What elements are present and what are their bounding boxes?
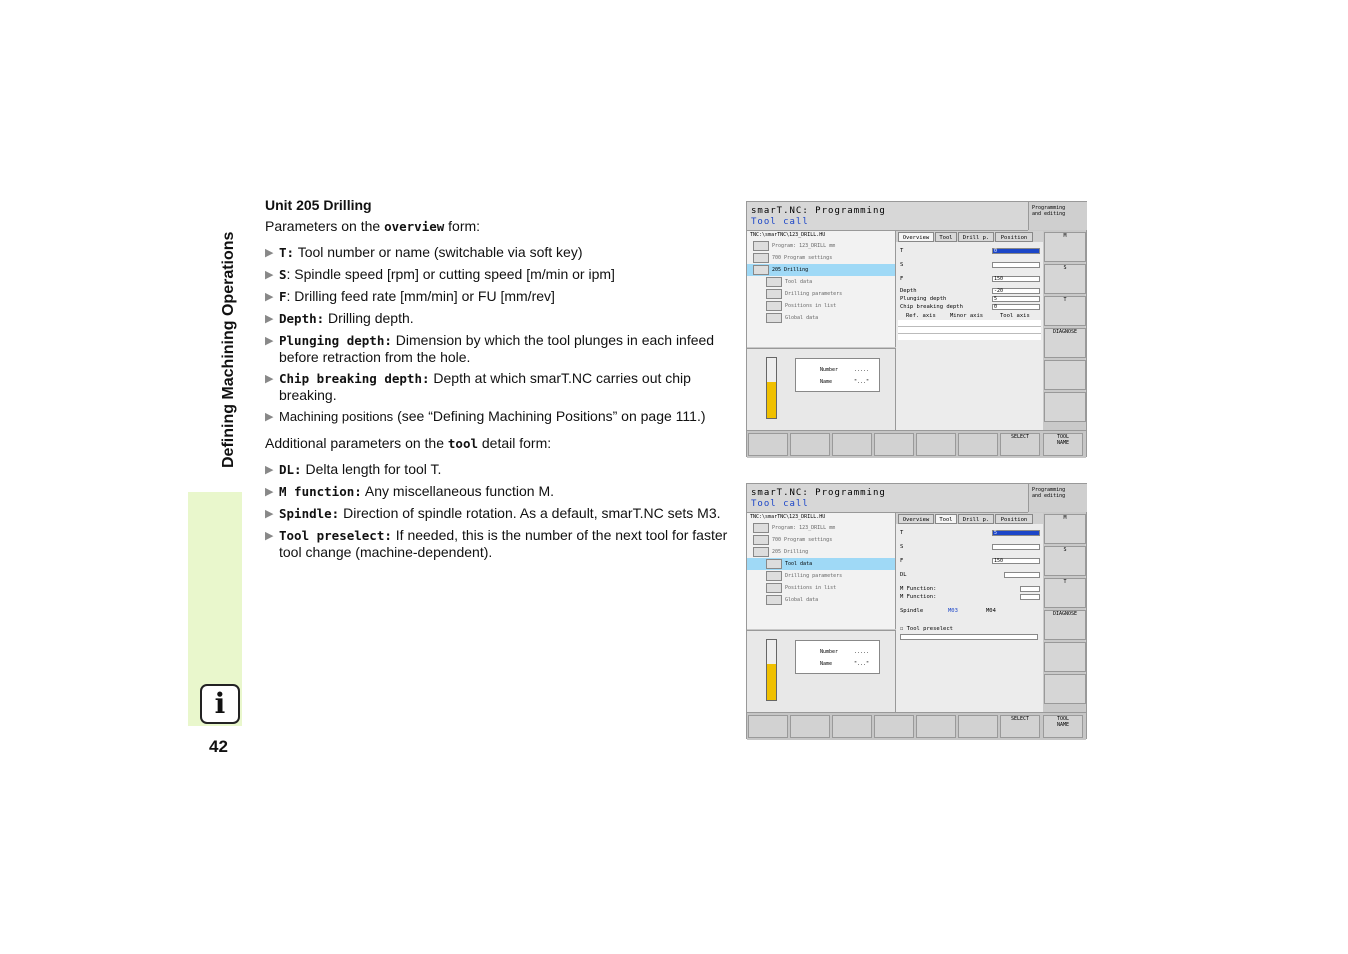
tree-label: 700 Program settings [772, 255, 833, 261]
spindle-label: Spindle [900, 608, 924, 614]
tree-label: Program: 123_DRILL mm [772, 243, 836, 249]
tree-item[interactable] [747, 264, 895, 276]
softkey-label: M [1063, 515, 1067, 521]
param-text: : Spindle speed [rpm] or cutting speed [m/min or ipm] [286, 266, 615, 282]
settings-icon [753, 253, 769, 263]
info-value: ..... [854, 649, 870, 655]
info-value: ..... [854, 367, 870, 373]
positions-icon [766, 583, 782, 593]
parameter-form [896, 231, 1043, 430]
param-list [265, 244, 730, 425]
softkey-label: T [1063, 579, 1067, 585]
tab-position[interactable]: Position [995, 514, 1033, 524]
main-text [265, 197, 730, 570]
tool-info-box [795, 640, 880, 674]
positions-text: (see “Defining Machining Positions” on page 111.) [393, 408, 706, 424]
m-function-field[interactable] [1020, 594, 1040, 600]
param-code: Plunging depth: [279, 333, 392, 348]
info-value: "..." [854, 661, 870, 667]
field-label: T [900, 248, 904, 254]
list-item [265, 310, 730, 327]
softkey-t[interactable] [1044, 296, 1086, 326]
param-text: : Drilling feed rate [mm/min] or FU [mm/rev] [286, 288, 555, 304]
tool-preview [747, 630, 896, 713]
axis-header: Ref. axis [906, 313, 936, 319]
softkey-label: S [1063, 547, 1067, 553]
param-text: Direction of spindle rotation. As a default, smarT.NC sets M3. [339, 505, 721, 521]
softkey-empty[interactable] [1044, 642, 1086, 672]
tree-label: Positions in list [785, 303, 837, 309]
param-text: Tool number or name (switchable via soft key) [294, 244, 583, 260]
axis-header: Tool axis [1000, 313, 1030, 319]
tab-overview[interactable]: Overview [898, 514, 934, 524]
bar-key[interactable] [874, 715, 914, 738]
tree-path: TNC:\smarTNC\123_DRILL.HU [750, 514, 826, 520]
tool-label: TOOL [1056, 434, 1070, 440]
list-item [265, 505, 730, 522]
info-label: Name [820, 379, 833, 385]
bullet-arrow-icon: ▶ [265, 291, 274, 303]
chip-breaking-field[interactable]: 0 [992, 304, 1040, 310]
bar-key[interactable] [874, 433, 914, 456]
softkey-s[interactable] [1044, 546, 1086, 576]
info-value: "..." [854, 379, 870, 385]
tool-info-box [795, 358, 880, 392]
softkey-m[interactable] [1044, 232, 1086, 262]
axis-grid [898, 320, 1041, 340]
mode-line: Programming [1032, 487, 1066, 493]
bullet-arrow-icon: ▶ [265, 373, 274, 385]
param-code: S [279, 267, 287, 282]
globe-icon [766, 313, 782, 323]
select-label: SELECT [1010, 434, 1030, 440]
f-field[interactable]: 150 [992, 276, 1040, 282]
tree-item[interactable] [747, 546, 895, 558]
intro-pre: Parameters on the [265, 218, 385, 234]
param-code: Spindle: [279, 506, 340, 521]
tree-label: Tool data [785, 561, 813, 567]
bar-key[interactable] [748, 433, 788, 456]
t-field[interactable]: 0 [992, 248, 1040, 254]
drill-icon [766, 639, 777, 701]
bullet-arrow-icon: ▶ [265, 269, 274, 281]
bullet-arrow-icon: ▶ [265, 508, 274, 520]
softkey-label: T [1063, 297, 1067, 303]
intro-code: overview [384, 219, 445, 234]
form-tabs [896, 513, 1043, 524]
field-label: M Function: [900, 586, 937, 592]
info-label: Name [820, 661, 833, 667]
softkey-t[interactable] [1044, 578, 1086, 608]
list-item [265, 332, 730, 365]
form-tabs [896, 231, 1043, 242]
softkey-diagnose[interactable] [1044, 328, 1086, 358]
tree-item[interactable] [747, 594, 895, 606]
tool-preview [747, 348, 896, 431]
tab-tool[interactable]: Tool [935, 232, 957, 242]
screen-subtitle: Tool call [751, 499, 809, 509]
additional-para [265, 435, 730, 452]
tree-item[interactable] [747, 534, 895, 546]
bullet-arrow-icon: ▶ [265, 335, 274, 347]
tree-label: Global data [785, 315, 819, 321]
field-label: S [900, 262, 904, 268]
m-function-field[interactable] [1020, 586, 1040, 592]
tree-label: 205 Drilling [772, 549, 809, 555]
tab-drill-params[interactable]: Drill p. [958, 232, 994, 242]
bar-key[interactable] [832, 715, 872, 738]
softkey-label: M [1063, 233, 1067, 239]
bar-key[interactable] [790, 433, 830, 456]
param-text: If needed, this is the number of the next tool for faster tool change (machine-dependent). [279, 527, 728, 560]
screenshot-overview [746, 201, 1087, 457]
parameter-form [896, 513, 1043, 712]
list-item [265, 408, 730, 425]
preselect-checkbox[interactable]: ☐ Tool preselect [900, 626, 953, 632]
axis-header: Minor axis [950, 313, 984, 319]
select-label: SELECT [1010, 716, 1030, 722]
depth-field[interactable]: -20 [992, 288, 1040, 294]
program-tree [747, 231, 896, 347]
info-label: Number [820, 649, 839, 655]
field-label: F [900, 558, 904, 564]
softkey-label: DIAGNOSE [1052, 611, 1078, 617]
softkey-label: DIAGNOSE [1052, 329, 1078, 335]
settings-icon [753, 535, 769, 545]
field-label: Plunging depth [900, 296, 947, 302]
tree-label: Drilling parameters [785, 291, 843, 297]
screen-title: smarT.NC: Programming [751, 206, 886, 216]
field-label: S [900, 544, 904, 550]
page-number: 42 [209, 737, 228, 756]
spindle-m04-radio[interactable]: M04 [986, 608, 996, 614]
tree-label: Drilling parameters [785, 573, 843, 579]
field-label: DL [900, 572, 907, 578]
bar-key[interactable] [916, 433, 956, 456]
tool-icon [766, 559, 782, 569]
dl-field[interactable] [1004, 572, 1040, 578]
field-label: Chip breaking depth [900, 304, 963, 310]
param-text: Drilling depth. [324, 310, 414, 326]
spindle-m03-radio[interactable]: M03 [948, 608, 958, 614]
screen-header [747, 484, 1028, 513]
param-code: F [279, 289, 287, 304]
softkey-m[interactable] [1044, 514, 1086, 544]
bar-key[interactable] [790, 715, 830, 738]
program-icon [753, 241, 769, 251]
param-code: M function: [279, 484, 362, 499]
list-item [265, 370, 730, 403]
softkey-diagnose[interactable] [1044, 610, 1086, 640]
tree-item[interactable] [747, 252, 895, 264]
tree-item[interactable] [747, 288, 895, 300]
bullet-arrow-icon: ▶ [265, 411, 274, 423]
param-code: Depth: [279, 311, 325, 326]
select-button[interactable] [1000, 715, 1040, 738]
tab-position[interactable]: Position [995, 232, 1033, 242]
field-label: M Function: [900, 594, 937, 600]
name-label: NAME [1056, 440, 1070, 446]
screen-title: smarT.NC: Programming [751, 488, 886, 498]
preselect-label: Tool preselect [906, 626, 953, 632]
tree-item[interactable] [747, 558, 895, 570]
bar-key[interactable] [832, 433, 872, 456]
tree-label: Positions in list [785, 585, 837, 591]
section-title: Defining Machining Operations [220, 231, 237, 468]
param-code: Tool preselect: [279, 528, 392, 543]
select-button[interactable] [1000, 433, 1040, 456]
additional-post: detail form: [478, 435, 552, 451]
drilling-params-icon [766, 571, 782, 581]
tool-name-button[interactable] [1043, 715, 1083, 738]
param-code: T: [279, 245, 295, 260]
tree-item[interactable] [747, 582, 895, 594]
screen-subtitle: Tool call [751, 217, 809, 227]
name-label: NAME [1056, 722, 1070, 728]
tree-path: TNC:\smarTNC\123_DRILL.HU [750, 232, 826, 238]
program-icon [753, 523, 769, 533]
tree-label: 205 Drilling [772, 267, 809, 273]
plunging-depth-field[interactable]: 5 [992, 296, 1040, 302]
tool-icon [766, 277, 782, 287]
tree-item[interactable] [747, 312, 895, 324]
field-label: Depth [900, 288, 917, 294]
bullet-arrow-icon: ▶ [265, 464, 274, 476]
list-item [265, 244, 730, 261]
drilling-params-icon [766, 289, 782, 299]
tree-item[interactable] [747, 300, 895, 312]
intro-para [265, 218, 730, 235]
info-icon: i [200, 684, 240, 724]
bullet-arrow-icon: ▶ [265, 530, 274, 542]
tree-item[interactable] [747, 240, 895, 252]
softkey-label: S [1063, 265, 1067, 271]
drill-icon [766, 357, 777, 419]
tree-label: Global data [785, 597, 819, 603]
bar-key[interactable] [916, 715, 956, 738]
additional-pre: Additional parameters on the [265, 435, 448, 451]
positions-icon [766, 301, 782, 311]
param-text: Depth at which smarT.NC carries out chip breaking. [279, 370, 691, 403]
additional-code: tool [447, 436, 478, 451]
globe-icon [766, 595, 782, 605]
bullet-arrow-icon: ▶ [265, 313, 274, 325]
intro-post: form: [444, 218, 481, 234]
param-code: Chip breaking depth: [279, 371, 430, 386]
preselect-field[interactable] [900, 634, 1038, 640]
unit-heading: Unit 205 Drilling [265, 197, 372, 213]
s-field[interactable] [992, 544, 1040, 550]
info-label: Number [820, 367, 839, 373]
tree-label: 700 Program settings [772, 537, 833, 543]
s-field[interactable] [992, 262, 1040, 268]
mode-line: Programming [1032, 205, 1066, 211]
tool-param-list [265, 461, 730, 560]
field-label: F [900, 276, 904, 282]
tree-label: Tool data [785, 279, 813, 285]
bar-key[interactable] [748, 715, 788, 738]
tool-label: TOOL [1056, 716, 1070, 722]
screenshot-tool [746, 483, 1087, 739]
softkey-empty[interactable] [1044, 360, 1086, 390]
param-text: Dimension by which the tool plunges in each infeed before retraction from the hole. [279, 332, 715, 365]
drilling-icon [753, 547, 769, 557]
softkey-empty[interactable] [1044, 674, 1086, 704]
list-item [265, 288, 730, 305]
softkey-s[interactable] [1044, 264, 1086, 294]
positions-label: Machining positions [279, 409, 394, 424]
bar-key[interactable] [958, 433, 998, 456]
tab-overview[interactable]: Overview [898, 232, 934, 242]
tab-drill-params[interactable]: Drill p. [958, 514, 994, 524]
drilling-icon [753, 265, 769, 275]
f-field[interactable]: 150 [992, 558, 1040, 564]
softkey-bar [747, 430, 1086, 458]
bullet-arrow-icon: ▶ [265, 486, 274, 498]
tree-label: Program: 123_DRILL mm [772, 525, 836, 531]
param-text: Any miscellaneous function M. [361, 483, 555, 499]
softkey-bar [747, 712, 1086, 740]
mode-box [1028, 202, 1087, 230]
softkey-empty[interactable] [1044, 392, 1086, 422]
list-item [265, 527, 730, 560]
tree-item[interactable] [747, 276, 895, 288]
param-text: Delta length for tool T. [301, 461, 442, 477]
list-item [265, 266, 730, 283]
bar-key[interactable] [958, 715, 998, 738]
field-label: T [900, 530, 904, 536]
list-item [265, 483, 730, 500]
mode-line: and editing [1032, 211, 1066, 217]
bullet-arrow-icon: ▶ [265, 247, 274, 259]
t-field[interactable]: 5 [992, 530, 1040, 536]
tab-tool[interactable]: Tool [935, 514, 957, 524]
mode-box [1028, 484, 1087, 512]
tree-item[interactable] [747, 522, 895, 534]
list-item [265, 461, 730, 478]
mode-line: and editing [1032, 493, 1066, 499]
tree-item[interactable] [747, 570, 895, 582]
program-tree [747, 513, 896, 629]
tool-name-button[interactable] [1043, 433, 1083, 456]
param-code: DL: [279, 462, 302, 477]
screen-header [747, 202, 1028, 231]
